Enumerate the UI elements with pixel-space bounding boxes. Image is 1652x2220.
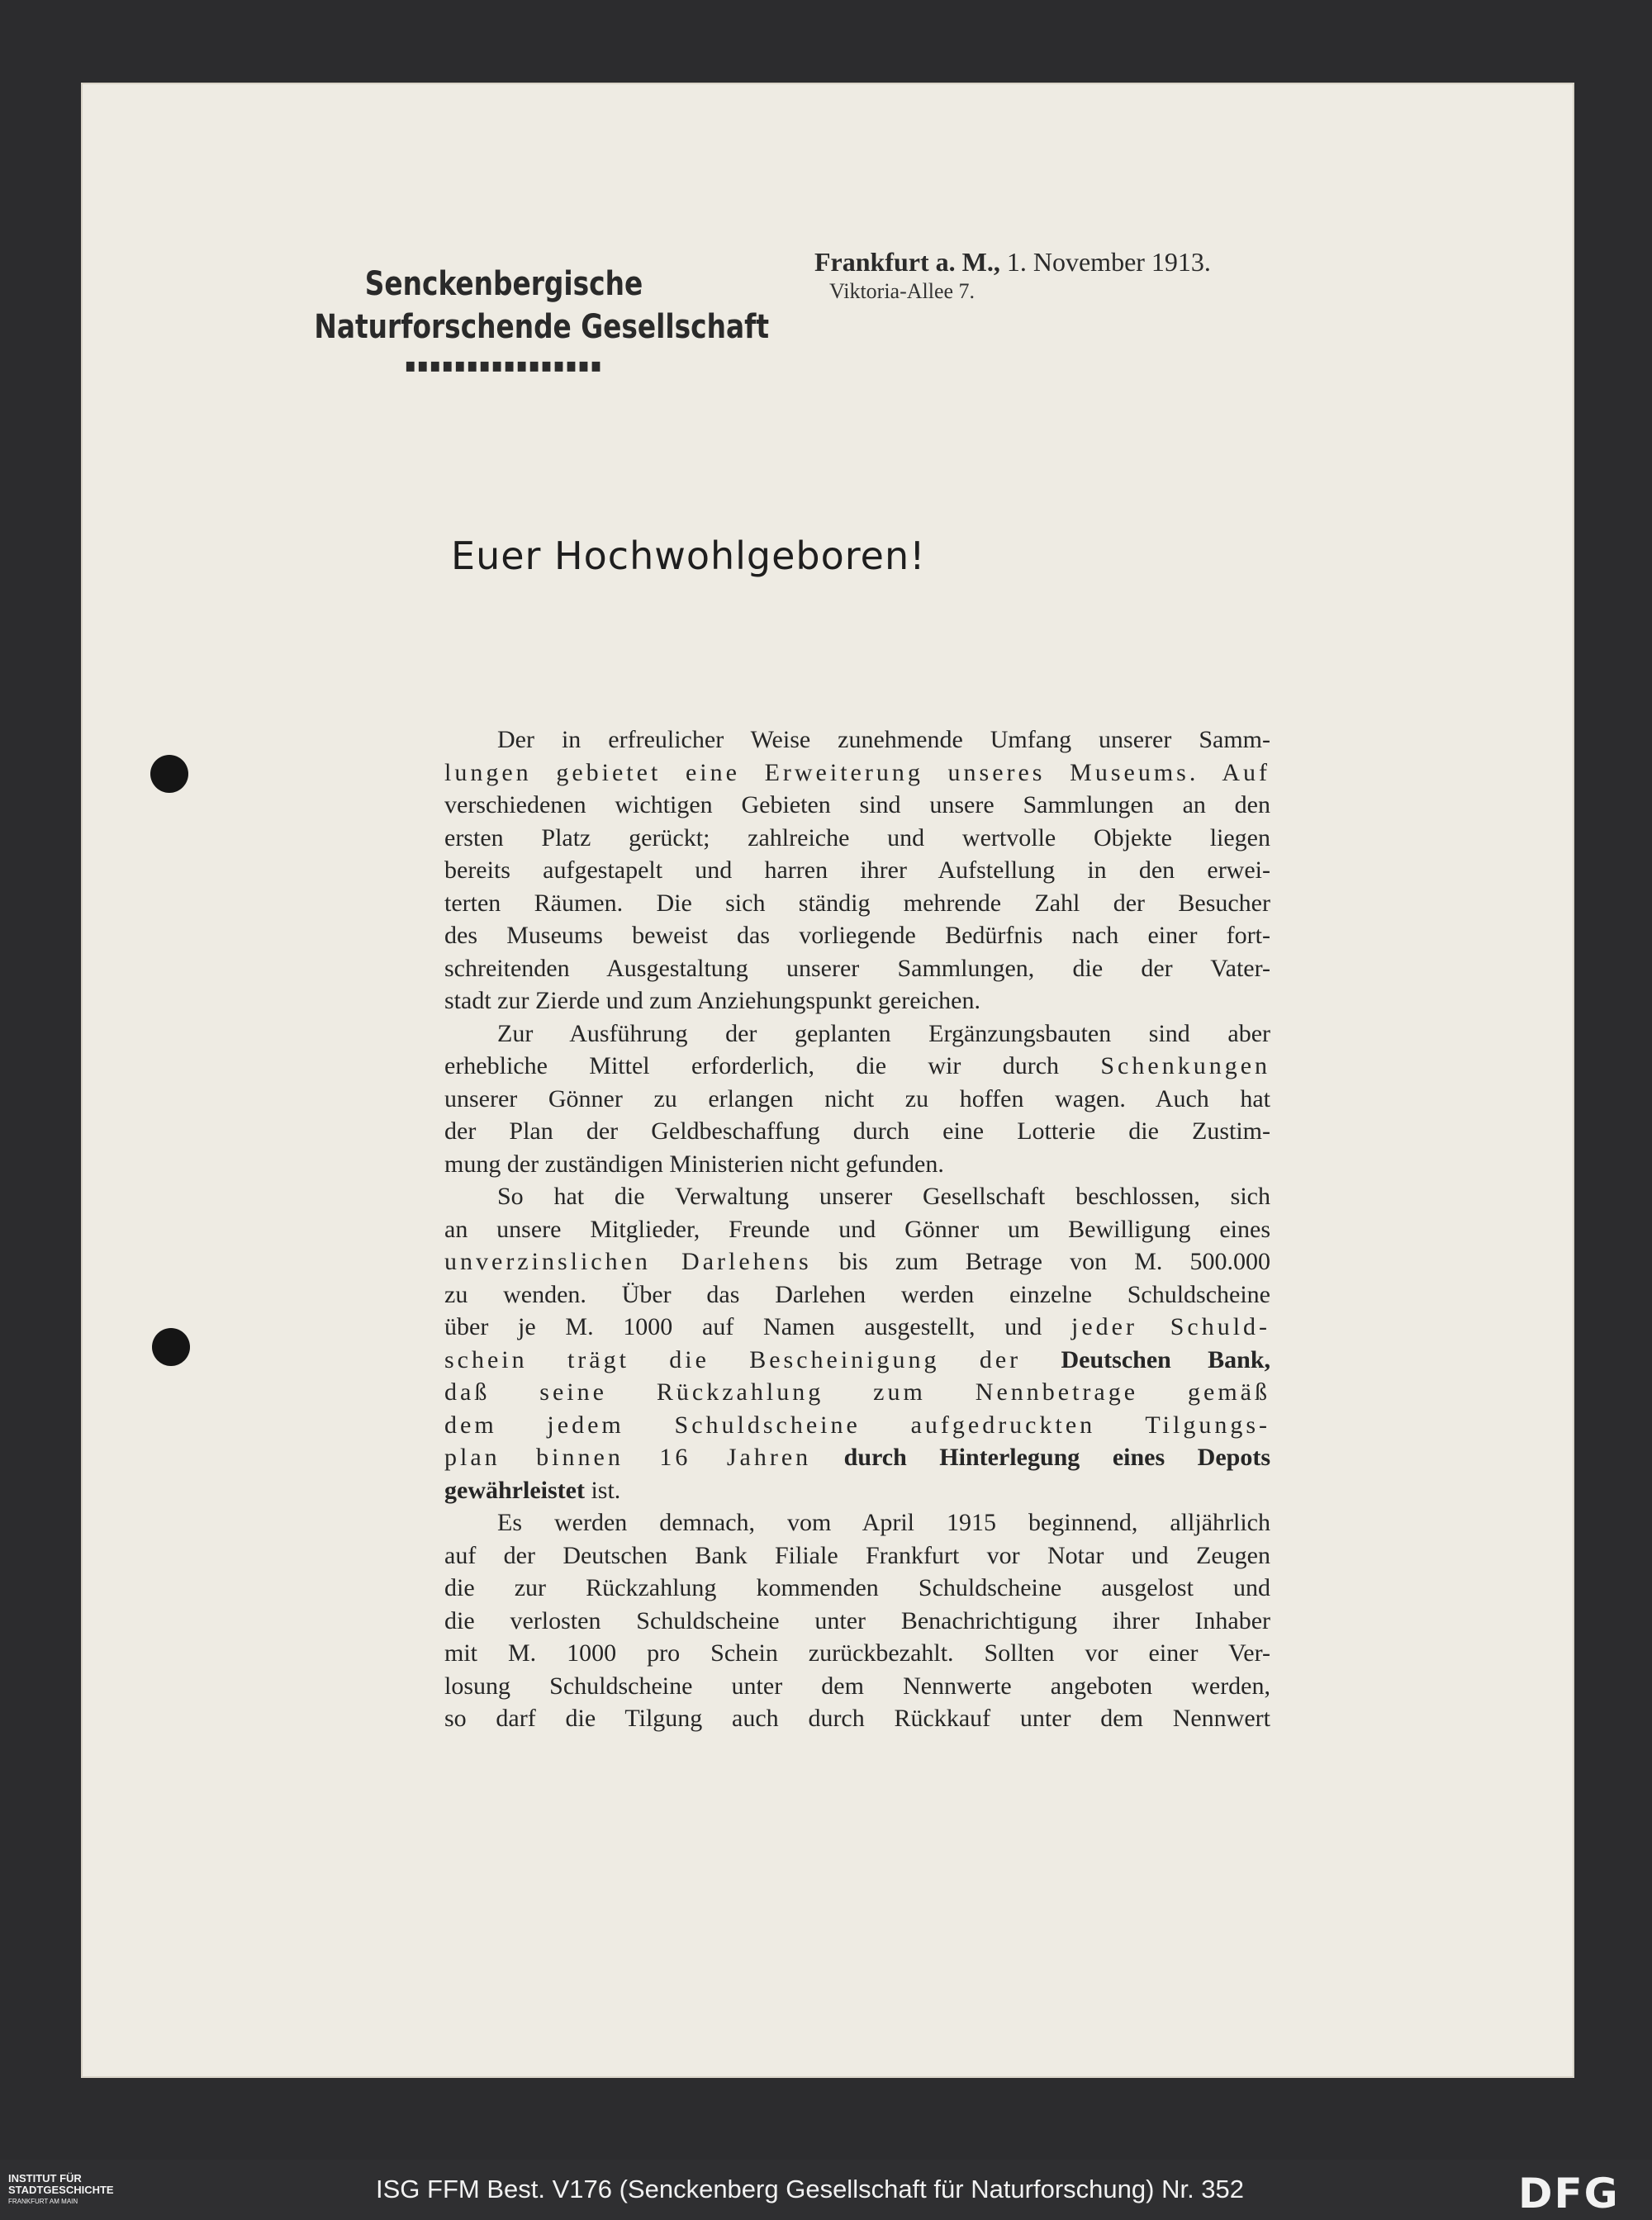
text-line: Es werden demnach, vom April 1915 beginnend, alljährlich xyxy=(497,1509,1270,1536)
text-line: daß seine Rückzahlung zum Nennbetrage gemäß xyxy=(444,1378,1270,1406)
text-line: ersten Platz gerückt; zahlreiche und wertvolle Objekte liegen xyxy=(444,823,1270,851)
text-line: verschiedenen wichtigen Gebieten sind unsere Sammlungen an den xyxy=(444,791,1270,818)
archive-footer xyxy=(0,2160,1652,2220)
punch-hole-bottom xyxy=(152,1328,190,1366)
paragraph-3 xyxy=(444,1180,1270,1506)
text-fragment: plan binnen 16 Jahren xyxy=(444,1444,812,1471)
place-date xyxy=(814,244,1310,279)
punch-hole-top xyxy=(150,755,188,793)
text-fragment: ist. xyxy=(591,1476,621,1504)
text-line: mit M. 1000 pro Schein zurückbezahlt. Sollten vor einer Ver- xyxy=(444,1639,1270,1667)
text-fragment: erhebliche Mittel erforderlich, die wir durch xyxy=(444,1052,1060,1079)
institute-logo xyxy=(8,2173,114,2208)
paragraph-4 xyxy=(444,1506,1270,1735)
text-fragment: bis zum Betrage von M. 500.000 xyxy=(838,1248,1271,1275)
emphasis-bank: Deutschen Bank, xyxy=(1061,1345,1271,1373)
text-line: des Museums beweist das vorliegende Bedürfnis nach einer fort- xyxy=(444,922,1270,949)
text-fragment: schein trägt die Bescheinigung der xyxy=(444,1345,1022,1373)
letterhead xyxy=(314,263,770,382)
text-line: So hat die Verwaltung unserer Gesellschaft beschlossen, sich xyxy=(497,1183,1270,1210)
emphasis-darlehen: unverzinslichen Darlehens xyxy=(444,1248,812,1275)
text-line xyxy=(444,1311,1270,1344)
text-line: so darf die Tilgung auch durch Rückkauf unter dem Nennwert xyxy=(444,1705,1270,1732)
text-line: auf der Deutschen Bank Filiale Frankfurt vor Notar und Zeugen xyxy=(444,1541,1270,1569)
institute-line-1: INSTITUT FÜR xyxy=(8,2172,82,2184)
letterhead-line-1: Senckenbergische xyxy=(364,265,643,303)
text-line: lungen gebietet eine Erweiterung unseres Museums. Auf xyxy=(444,758,1270,786)
text-line: an unsere Mitglieder, Freunde und Gönner um Bewilligung eines xyxy=(444,1215,1270,1243)
letter-body xyxy=(444,723,1270,1735)
letterhead-line-2: Naturforschende Gesellschaft xyxy=(314,308,770,346)
archive-signature: ISG FFM Best. V176 (Senckenberg Gesellschaft für Naturforschung) Nr. 352 xyxy=(376,2175,1245,2203)
text-line: zu wenden. Über das Darlehen werden einzelne Schuldscheine xyxy=(444,1280,1270,1308)
text-line: losung Schuldscheine unter dem Nennwerte angeboten werden, xyxy=(444,1672,1270,1700)
text-line: Zur Ausführung der geplanten Ergänzungsbauten sind aber xyxy=(497,1019,1270,1047)
text-line xyxy=(444,1344,1270,1377)
text-fragment: über je M. 1000 auf Namen ausgestellt, und xyxy=(444,1313,1042,1340)
text-line: mung der zuständigen Ministerien nicht gefunden. xyxy=(444,1150,944,1178)
text-line: dem jedem Schuldscheine aufgedruckten Tilgungs- xyxy=(444,1411,1270,1439)
text-line xyxy=(444,1245,1270,1278)
address: Viktoria-Allee 7. xyxy=(829,279,976,303)
text-line: stadt zur Zierde und zum Anziehungspunkt gereichen. xyxy=(444,987,980,1014)
text-line: bereits aufgestapelt und harren ihrer Aufstellung in den erwei- xyxy=(444,856,1270,884)
text-line: terten Räumen. Die sich ständig mehrende Zahl der Besucher xyxy=(444,889,1270,917)
text-line: Der in erfreulicher Weise zunehmende Umfang unserer Samm- xyxy=(497,726,1270,753)
text-line: die zur Rückzahlung kommenden Schuldscheine ausgelost und xyxy=(444,1574,1270,1601)
text-line: der Plan der Geldbeschaffung durch eine Lotterie die Zustim- xyxy=(444,1117,1270,1145)
paragraph-2 xyxy=(444,1017,1270,1181)
text-line xyxy=(444,1441,1270,1474)
emphasis-jeder: jeder Schuld- xyxy=(1071,1313,1271,1340)
letterhead-ornament: ▪▪▪▪▪▪▪▪▪▪▪▪▪▪▪▪ xyxy=(405,353,603,377)
paragraph-1 xyxy=(444,723,1270,1017)
text-line xyxy=(444,1050,1270,1083)
city: Frankfurt a. M., xyxy=(814,247,1000,277)
date: 1. November 1913. xyxy=(1006,247,1211,277)
emphasis-depot: durch Hinterlegung eines Depots xyxy=(843,1444,1270,1471)
dfg-logo: DFG xyxy=(1518,2170,1620,2218)
salutation: Euer Hochwohlgeboren! xyxy=(451,534,926,578)
emphasis-gewaehrleistet: gewährleistet xyxy=(444,1476,585,1504)
text-line xyxy=(444,1474,1270,1507)
text-line: unserer Gönner zu erlangen nicht zu hoffen wagen. Auch hat xyxy=(444,1084,1270,1112)
text-line: die verlosten Schuldscheine unter Benachrichtigung ihrer Inhaber xyxy=(444,1606,1270,1634)
institute-line-2: STADTGESCHICHTE xyxy=(8,2184,114,2196)
text-line: schreitenden Ausgestaltung unserer Sammlungen, die der Vater- xyxy=(444,954,1270,982)
emphasis-schenkungen: Schenkungen xyxy=(1100,1052,1271,1079)
institute-line-3: FRANKFURT AM MAIN xyxy=(8,2198,78,2205)
